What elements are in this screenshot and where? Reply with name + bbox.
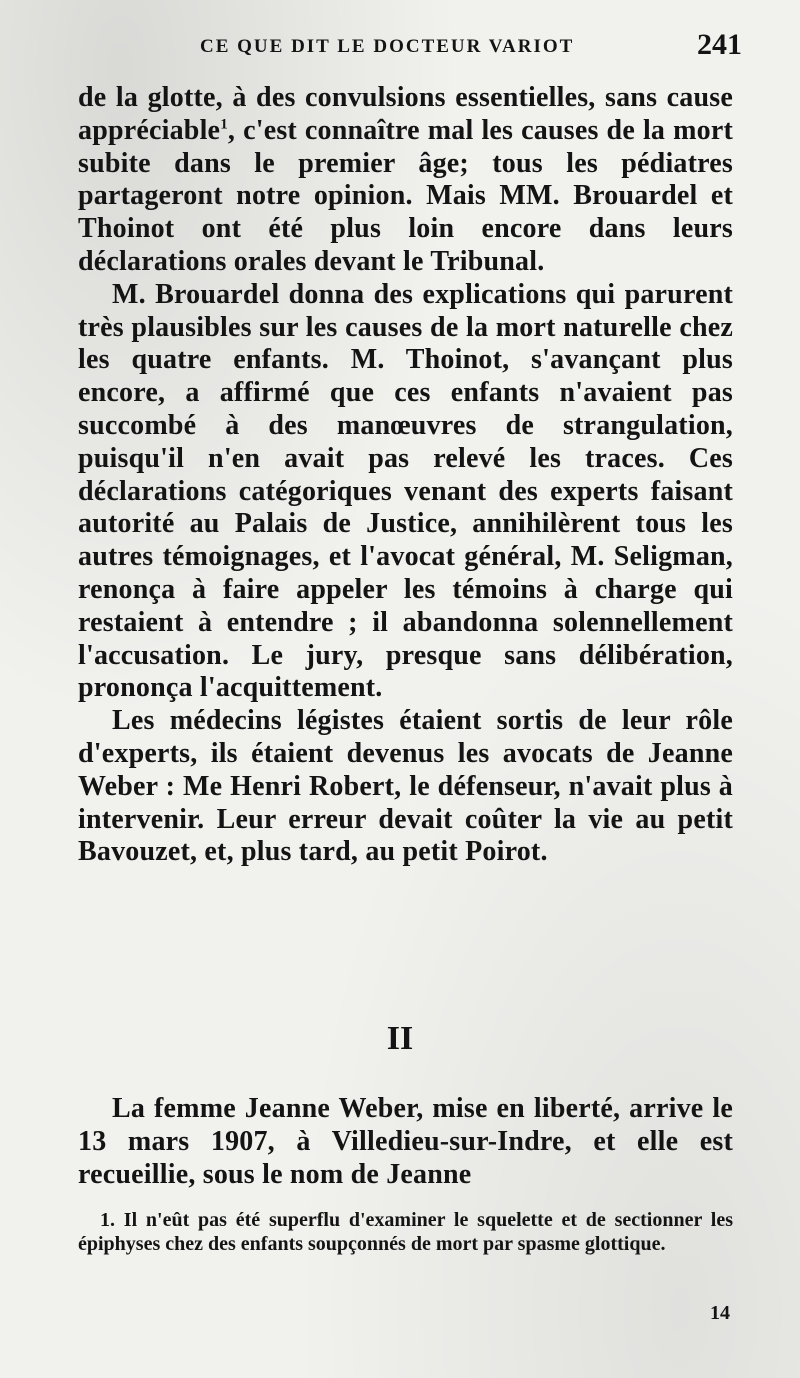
page-header xyxy=(0,26,800,66)
body-text xyxy=(78,82,733,869)
paragraph-1-start: de la glotte, à des convulsions essentielles, sans cause appréciable xyxy=(78,82,733,146)
paragraph-1-end: , c'est connaître mal les causes de la mort subite dans le premier âge; tous les pédiatres partageront notre opinion. Mais MM. Brouardel et Thoinot ont été plus loin encore dans leurs déclarations orales devant le Tribunal. xyxy=(78,114,733,277)
printer-signature-mark: 14 xyxy=(710,1302,730,1324)
footnote-reference: 1 xyxy=(220,116,228,133)
section-number: II xyxy=(386,1020,414,1057)
paragraph-2: M. Brouardel donna des explications qui parurent très plausibles sur les causes de la mort naturelle chez les quatre enfants. M. Thoinot, s'avançant plus encore, a affirmé que ces enfants n'avaient pas succombé à des manœuvres de strangulation, puisqu'il n'en avait pas relevé les traces. Ces déclarations catégoriques venant des experts faisant autorité au Palais de Justice, annihilèrent tous les autres témoignages, et l'avocat général, M. Seligman, renonça à faire appeler les témoins à charge qui restaient à entendre ; il abandonna solennellement l'accusation. Le jury, presque sans délibération, prononça l'acquittement. xyxy=(78,278,733,704)
footnote: 1. Il n'eût pas été superflu d'examiner le squelette et de sectionner les épiphyses chez des enfants soupçonnés de mort par spasme glottique. xyxy=(78,1209,733,1255)
page-number: 241 xyxy=(697,28,742,61)
running-head: CE QUE DIT LE DOCTEUR VARIOT xyxy=(200,36,575,57)
paragraph-3: Les médecins légistes étaient sortis de leur rôle d'experts, ils étaient devenus les avocats de Jeanne Weber : Me Henri Robert, le défenseur, n'avait plus à intervenir. Leur erreur devait coûter la vie au petit Bavouzet, et, plus tard, au petit Poirot. xyxy=(78,705,733,868)
paragraph-1 xyxy=(78,82,733,279)
section-paragraph: La femme Jeanne Weber, mise en liberté, arrive le 13 mars 1907, à Villedieu-sur-Indre, et elle est recueillie, sous le nom de Jeanne xyxy=(78,1093,733,1190)
section-body xyxy=(78,1093,733,1191)
